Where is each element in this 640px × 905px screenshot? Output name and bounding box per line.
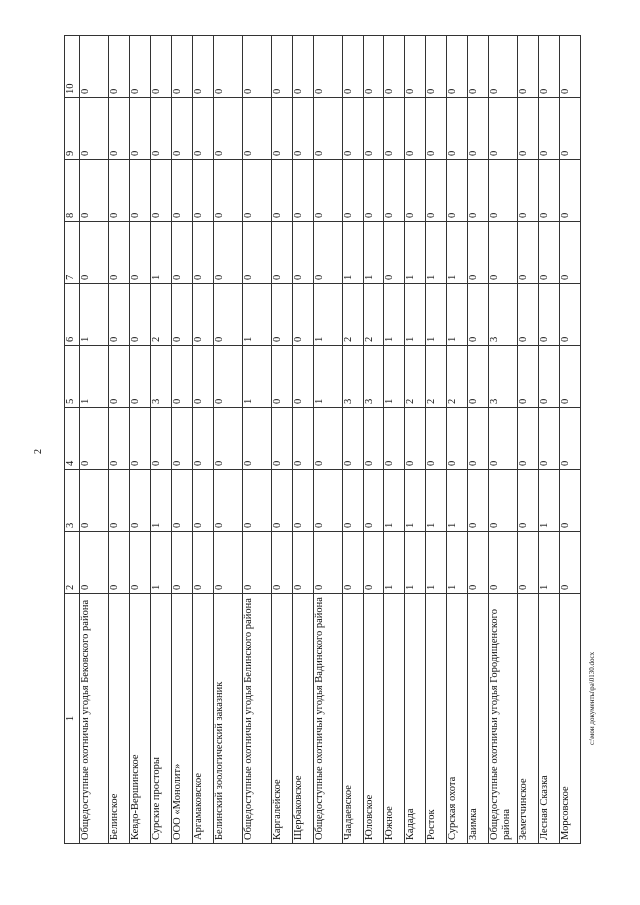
table-cell: 0 bbox=[171, 470, 192, 532]
table-cell: 0 bbox=[242, 222, 271, 284]
table-cell: 1 bbox=[405, 222, 426, 284]
hunting-ground-name: Земетчинское bbox=[518, 594, 539, 844]
table-cell: 1 bbox=[384, 532, 405, 594]
table-cell: 0 bbox=[313, 532, 342, 594]
column-header: 1 bbox=[65, 594, 80, 844]
rotated-table-container bbox=[64, 36, 581, 844]
table-row bbox=[489, 36, 518, 844]
table-cell: 0 bbox=[342, 98, 363, 160]
table-row bbox=[426, 36, 447, 844]
table-cell: 1 bbox=[426, 532, 447, 594]
hunting-ground-name: Росток bbox=[426, 594, 447, 844]
table-cell: 0 bbox=[192, 98, 213, 160]
table-cell: 1 bbox=[384, 470, 405, 532]
table-cell: 3 bbox=[342, 346, 363, 408]
table-cell: 0 bbox=[129, 160, 150, 222]
table-row bbox=[213, 36, 242, 844]
hunting-ground-name: Сурская охота bbox=[447, 594, 468, 844]
table-cell: 0 bbox=[213, 532, 242, 594]
table-cell: 0 bbox=[363, 470, 384, 532]
hunting-ground-name: Каргалейское bbox=[271, 594, 292, 844]
table-cell: 0 bbox=[313, 36, 342, 98]
table-cell: 1 bbox=[539, 532, 560, 594]
table-cell: 0 bbox=[539, 98, 560, 160]
table-cell: 0 bbox=[384, 160, 405, 222]
table-cell: 0 bbox=[213, 160, 242, 222]
table-cell: 0 bbox=[313, 98, 342, 160]
table-cell: 0 bbox=[150, 98, 171, 160]
table-cell: 0 bbox=[426, 98, 447, 160]
table-cell: 0 bbox=[150, 408, 171, 470]
table-cell: 0 bbox=[80, 36, 109, 98]
table-cell: 0 bbox=[129, 222, 150, 284]
table-cell: 1 bbox=[447, 222, 468, 284]
table-cell: 0 bbox=[384, 36, 405, 98]
column-header: 4 bbox=[65, 408, 80, 470]
table-cell: 3 bbox=[489, 346, 518, 408]
table-cell: 0 bbox=[271, 408, 292, 470]
table-cell: 0 bbox=[447, 160, 468, 222]
hunting-ground-name: Кевдо-Вершинское bbox=[129, 594, 150, 844]
table-cell: 0 bbox=[213, 284, 242, 346]
table-cell: 0 bbox=[192, 408, 213, 470]
table-cell: 1 bbox=[242, 284, 271, 346]
table-cell: 0 bbox=[426, 36, 447, 98]
table-cell: 1 bbox=[447, 470, 468, 532]
table-cell: 0 bbox=[560, 36, 581, 98]
table-cell: 0 bbox=[342, 408, 363, 470]
table-cell: 0 bbox=[150, 160, 171, 222]
table-cell: 0 bbox=[560, 532, 581, 594]
table-cell: 0 bbox=[171, 408, 192, 470]
table-cell: 0 bbox=[468, 532, 489, 594]
table-cell: 0 bbox=[80, 408, 109, 470]
table-cell: 0 bbox=[80, 160, 109, 222]
table-cell: 2 bbox=[447, 346, 468, 408]
rotated-table-sheet bbox=[64, 36, 581, 844]
column-header: 10 bbox=[65, 36, 80, 98]
table-cell: 2 bbox=[150, 284, 171, 346]
table-cell: 0 bbox=[518, 346, 539, 408]
column-header: 2 bbox=[65, 532, 80, 594]
table-cell: 0 bbox=[292, 284, 313, 346]
table-cell: 1 bbox=[313, 346, 342, 408]
table-cell: 0 bbox=[150, 36, 171, 98]
table-row bbox=[405, 36, 426, 844]
table-row bbox=[468, 36, 489, 844]
table-cell: 0 bbox=[213, 36, 242, 98]
table-cell: 1 bbox=[150, 532, 171, 594]
table-cell: 0 bbox=[171, 532, 192, 594]
table-cell: 0 bbox=[171, 222, 192, 284]
table-row bbox=[171, 36, 192, 844]
table-cell: 0 bbox=[468, 470, 489, 532]
table-cell: 0 bbox=[468, 284, 489, 346]
table-cell: 1 bbox=[405, 470, 426, 532]
column-header: 5 bbox=[65, 346, 80, 408]
footer-file-path: c:\мои документы\pa\0130.docx bbox=[588, 651, 596, 745]
table-cell: 3 bbox=[363, 346, 384, 408]
hunting-ground-name: Аргамаковское bbox=[192, 594, 213, 844]
table-cell: 0 bbox=[518, 36, 539, 98]
table-cell: 0 bbox=[384, 222, 405, 284]
table-cell: 0 bbox=[242, 532, 271, 594]
table-cell: 0 bbox=[213, 346, 242, 408]
table-cell: 0 bbox=[242, 408, 271, 470]
table-cell: 0 bbox=[518, 408, 539, 470]
column-header: 3 bbox=[65, 470, 80, 532]
table-cell: 0 bbox=[560, 98, 581, 160]
table-cell: 0 bbox=[292, 98, 313, 160]
table-cell: 0 bbox=[539, 346, 560, 408]
hunting-ground-name: Заимка bbox=[468, 594, 489, 844]
table-cell: 0 bbox=[192, 532, 213, 594]
table-cell: 0 bbox=[192, 36, 213, 98]
hunting-ground-name: Общедоступные охотничьи угодья Бековского района bbox=[80, 594, 109, 844]
table-cell: 0 bbox=[271, 470, 292, 532]
table-cell: 0 bbox=[292, 408, 313, 470]
table-cell: 0 bbox=[313, 160, 342, 222]
table-cell: 0 bbox=[171, 160, 192, 222]
table-cell: 0 bbox=[171, 284, 192, 346]
table-row bbox=[271, 36, 292, 844]
table-cell: 0 bbox=[271, 98, 292, 160]
hunting-ground-name: Щербаковское bbox=[292, 594, 313, 844]
table-cell: 0 bbox=[292, 222, 313, 284]
table-cell: 0 bbox=[518, 98, 539, 160]
table-cell: 1 bbox=[447, 284, 468, 346]
table-cell: 0 bbox=[192, 346, 213, 408]
table-cell: 0 bbox=[242, 98, 271, 160]
table-cell: 0 bbox=[405, 408, 426, 470]
table-cell: 1 bbox=[447, 532, 468, 594]
table-cell: 0 bbox=[80, 222, 109, 284]
table-body bbox=[80, 36, 581, 844]
table-row bbox=[313, 36, 342, 844]
table-cell: 0 bbox=[489, 408, 518, 470]
table-cell: 2 bbox=[405, 346, 426, 408]
hunting-ground-name: Белинский зоологический заказник bbox=[213, 594, 242, 844]
table-cell: 0 bbox=[80, 98, 109, 160]
table-cell: 1 bbox=[539, 470, 560, 532]
table-cell: 0 bbox=[109, 160, 130, 222]
table-cell: 0 bbox=[447, 98, 468, 160]
table-cell: 0 bbox=[129, 532, 150, 594]
table-cell: 0 bbox=[489, 36, 518, 98]
table-cell: 0 bbox=[539, 160, 560, 222]
table-cell: 0 bbox=[192, 470, 213, 532]
table-cell: 0 bbox=[242, 160, 271, 222]
table-cell: 1 bbox=[80, 346, 109, 408]
table-cell: 0 bbox=[192, 160, 213, 222]
table-cell: 0 bbox=[560, 284, 581, 346]
table-cell: 0 bbox=[80, 532, 109, 594]
table-cell: 0 bbox=[468, 98, 489, 160]
table-cell: 0 bbox=[171, 98, 192, 160]
table-row bbox=[539, 36, 560, 844]
hunting-ground-name: Кадада bbox=[405, 594, 426, 844]
table-cell: 0 bbox=[342, 532, 363, 594]
table-cell: 0 bbox=[363, 532, 384, 594]
table-cell: 0 bbox=[518, 470, 539, 532]
page-number: 2 bbox=[33, 449, 44, 454]
table-cell: 0 bbox=[109, 36, 130, 98]
table-cell: 1 bbox=[313, 284, 342, 346]
table-row bbox=[342, 36, 363, 844]
table-cell: 0 bbox=[292, 470, 313, 532]
table-cell: 1 bbox=[242, 346, 271, 408]
table-cell: 0 bbox=[271, 532, 292, 594]
table-cell: 0 bbox=[426, 408, 447, 470]
table-cell: 0 bbox=[213, 98, 242, 160]
table-cell: 0 bbox=[518, 532, 539, 594]
table-row bbox=[80, 36, 109, 844]
table-cell: 0 bbox=[109, 284, 130, 346]
table-row bbox=[447, 36, 468, 844]
table-cell: 0 bbox=[242, 470, 271, 532]
table-cell: 0 bbox=[539, 284, 560, 346]
table-cell: 0 bbox=[292, 160, 313, 222]
table-cell: 0 bbox=[129, 470, 150, 532]
table-cell: 0 bbox=[129, 346, 150, 408]
hunting-ground-name: Чаадаевское bbox=[342, 594, 363, 844]
table-row bbox=[363, 36, 384, 844]
table-cell: 0 bbox=[518, 284, 539, 346]
table-cell: 0 bbox=[518, 160, 539, 222]
table-cell: 0 bbox=[539, 36, 560, 98]
table-cell: 0 bbox=[213, 408, 242, 470]
hunting-ground-name: Общедоступные охотничьи угодья Городищенского района bbox=[489, 594, 518, 844]
table-cell: 0 bbox=[271, 284, 292, 346]
table-cell: 0 bbox=[363, 408, 384, 470]
table-cell: 0 bbox=[129, 98, 150, 160]
table-cell: 0 bbox=[213, 470, 242, 532]
hunting-ground-name: Южное bbox=[384, 594, 405, 844]
table-cell: 1 bbox=[426, 284, 447, 346]
table-cell: 0 bbox=[560, 346, 581, 408]
table-cell: 0 bbox=[129, 36, 150, 98]
table-cell: 0 bbox=[129, 284, 150, 346]
table-cell: 0 bbox=[363, 160, 384, 222]
table-cell: 0 bbox=[342, 160, 363, 222]
table-cell: 0 bbox=[171, 36, 192, 98]
table-cell: 1 bbox=[384, 346, 405, 408]
table-cell: 1 bbox=[363, 222, 384, 284]
table-cell: 0 bbox=[489, 470, 518, 532]
table-cell: 0 bbox=[109, 222, 130, 284]
table-row bbox=[150, 36, 171, 844]
table-cell: 0 bbox=[468, 346, 489, 408]
table-cell: 0 bbox=[192, 222, 213, 284]
table-cell: 0 bbox=[405, 98, 426, 160]
table-cell: 0 bbox=[489, 222, 518, 284]
table-cell: 0 bbox=[109, 532, 130, 594]
table-cell: 0 bbox=[560, 470, 581, 532]
table-cell: 0 bbox=[80, 470, 109, 532]
hunting-ground-name: Юловское bbox=[363, 594, 384, 844]
column-header: 6 bbox=[65, 284, 80, 346]
table-cell: 1 bbox=[342, 222, 363, 284]
table-cell: 0 bbox=[405, 36, 426, 98]
table-cell: 0 bbox=[192, 284, 213, 346]
table-cell: 2 bbox=[363, 284, 384, 346]
table-cell: 1 bbox=[384, 284, 405, 346]
table-cell: 0 bbox=[271, 160, 292, 222]
table-row bbox=[560, 36, 581, 844]
table-cell: 0 bbox=[271, 346, 292, 408]
table-cell: 0 bbox=[468, 408, 489, 470]
table-row bbox=[109, 36, 130, 844]
table-cell: 0 bbox=[271, 36, 292, 98]
hunting-grounds-table bbox=[64, 35, 581, 844]
hunting-ground-name: Общедоступные охотничьи угодья Белинского района bbox=[242, 594, 271, 844]
table-cell: 0 bbox=[313, 408, 342, 470]
hunting-ground-name: Лесная Сказка bbox=[539, 594, 560, 844]
table-row bbox=[518, 36, 539, 844]
table-cell: 0 bbox=[560, 160, 581, 222]
hunting-ground-name: Общедоступные охотничьи угодья Вадинского района bbox=[313, 594, 342, 844]
table-cell: 0 bbox=[518, 222, 539, 284]
table-cell: 0 bbox=[426, 160, 447, 222]
table-cell: 0 bbox=[129, 408, 150, 470]
table-cell: 0 bbox=[109, 470, 130, 532]
table-cell: 0 bbox=[292, 346, 313, 408]
table-cell: 0 bbox=[313, 470, 342, 532]
table-cell: 0 bbox=[271, 222, 292, 284]
table-cell: 0 bbox=[342, 470, 363, 532]
table-cell: 0 bbox=[213, 222, 242, 284]
table-cell: 1 bbox=[426, 222, 447, 284]
column-header: 8 bbox=[65, 160, 80, 222]
table-cell: 0 bbox=[489, 160, 518, 222]
table-cell: 0 bbox=[539, 222, 560, 284]
table-cell: 0 bbox=[384, 408, 405, 470]
table-cell: 0 bbox=[405, 160, 426, 222]
hunting-ground-name: Морсовское bbox=[560, 594, 581, 844]
table-cell: 1 bbox=[405, 532, 426, 594]
header-row bbox=[65, 36, 80, 844]
table-cell: 0 bbox=[560, 408, 581, 470]
table-cell: 0 bbox=[313, 222, 342, 284]
table-cell: 2 bbox=[426, 346, 447, 408]
column-header: 7 bbox=[65, 222, 80, 284]
table-row bbox=[242, 36, 271, 844]
table-cell: 0 bbox=[363, 36, 384, 98]
table-cell: 1 bbox=[426, 470, 447, 532]
table-row bbox=[192, 36, 213, 844]
table-cell: 0 bbox=[109, 408, 130, 470]
table-cell: 0 bbox=[292, 36, 313, 98]
table-row bbox=[384, 36, 405, 844]
table-cell: 1 bbox=[405, 284, 426, 346]
table-row bbox=[292, 36, 313, 844]
table-cell: 0 bbox=[109, 98, 130, 160]
table-row bbox=[129, 36, 150, 844]
table-cell: 0 bbox=[489, 98, 518, 160]
table-cell: 0 bbox=[171, 346, 192, 408]
table-cell: 1 bbox=[80, 284, 109, 346]
table-cell: 3 bbox=[150, 346, 171, 408]
table-cell: 0 bbox=[468, 36, 489, 98]
hunting-ground-name: Белинское bbox=[109, 594, 130, 844]
table-cell: 0 bbox=[363, 98, 384, 160]
hunting-ground-name: ООО «Монолит» bbox=[171, 594, 192, 844]
table-cell: 0 bbox=[242, 36, 271, 98]
table-cell: 3 bbox=[489, 284, 518, 346]
hunting-ground-name: Сурские просторы bbox=[150, 594, 171, 844]
table-cell: 1 bbox=[150, 222, 171, 284]
table-cell: 0 bbox=[447, 408, 468, 470]
table-cell: 0 bbox=[292, 532, 313, 594]
table-cell: 0 bbox=[468, 160, 489, 222]
table-cell: 0 bbox=[539, 408, 560, 470]
table-cell: 0 bbox=[560, 222, 581, 284]
table-cell: 0 bbox=[489, 532, 518, 594]
table-cell: 0 bbox=[468, 222, 489, 284]
table-cell: 0 bbox=[342, 36, 363, 98]
table-cell: 2 bbox=[342, 284, 363, 346]
table-cell: 0 bbox=[447, 36, 468, 98]
column-header: 9 bbox=[65, 98, 80, 160]
table-cell: 0 bbox=[384, 98, 405, 160]
table-cell: 1 bbox=[150, 470, 171, 532]
table-cell: 0 bbox=[109, 346, 130, 408]
